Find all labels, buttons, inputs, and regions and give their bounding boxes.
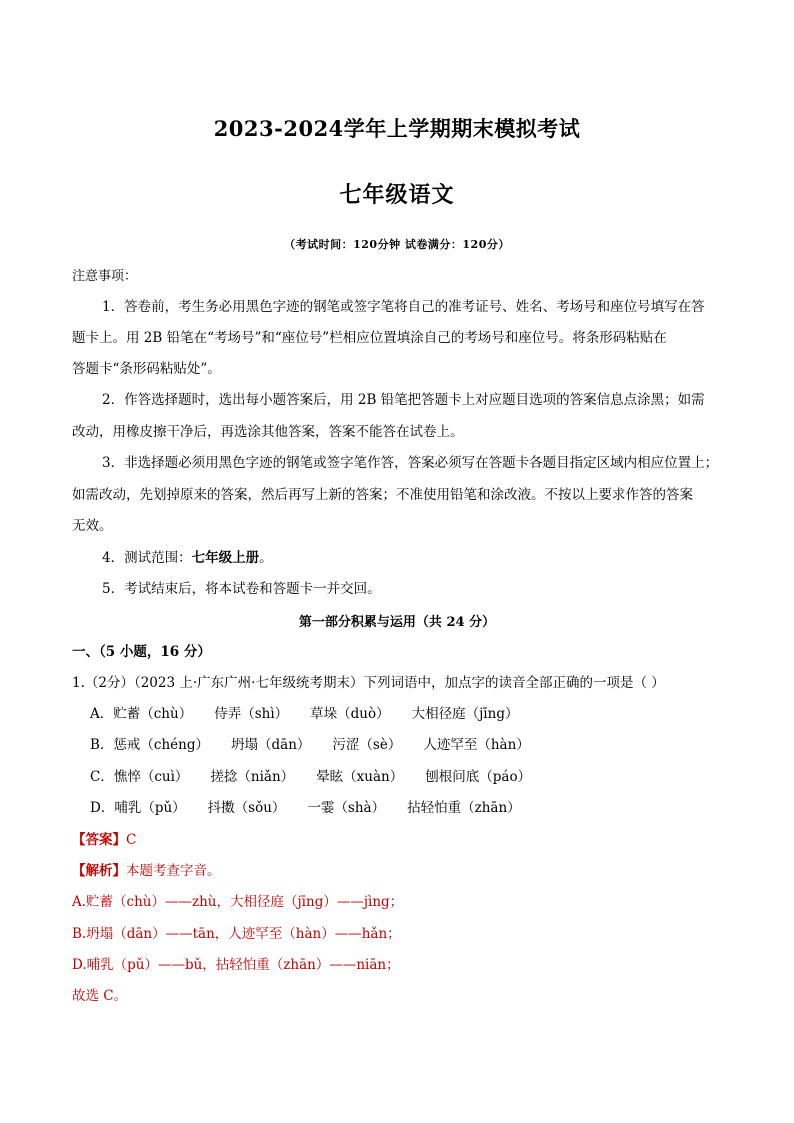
- time-info: （考试时间：120分钟 试卷满分：120分）: [284, 238, 510, 251]
- option-label: A．: [90, 706, 114, 722]
- note-3-line-2: 如需改动，先划掉原来的答案，然后再写上新的答案；不准使用铅笔和涂改液。不按以上要求作答的答案: [72, 487, 693, 503]
- notes-heading: 注意事项：: [72, 269, 138, 284]
- analysis-conclusion: 故选 C。: [72, 988, 128, 1004]
- option-label: B．: [90, 737, 114, 753]
- option-item: 一霎（shà）: [307, 800, 386, 816]
- section-title: 一、（5 小题，16 分）: [72, 644, 211, 660]
- subject-title: 七年级语文: [339, 182, 455, 208]
- note-1-line-1: 1．答卷前，考生务必用黑色字迹的钢笔或签字笔将自己的准考证号、姓名、考场号和座位号填写在答: [102, 299, 705, 315]
- note-2-line-1: 2．作答选择题时，选出每小题答案后，用 2B 铅笔把答题卡上对应题目选项的答案信息点涂黑；如需: [102, 392, 705, 408]
- option-item: 抖擞（sǒu）: [207, 800, 286, 816]
- option-item: 拈轻怕重（zhān）: [407, 800, 521, 816]
- option-item: 侍弄（shì）: [214, 706, 289, 722]
- note-4-prefix: 4．测试范围：: [102, 550, 192, 566]
- test-scope: 七年级上册: [191, 550, 260, 566]
- option-item: 晕眩（xuàn）: [316, 769, 404, 785]
- option-label: C．: [90, 769, 114, 785]
- question-1-stem: 1.（2分）（2023 上·广东广州·七年级统考期末）下列词语中，加点字的读音全部正确的一项是（ ）: [72, 675, 665, 691]
- analysis-tag: 【解析】: [72, 863, 126, 879]
- analysis: [72, 862, 221, 880]
- note-4: [102, 549, 273, 567]
- option-item: 哺乳（pǔ）: [114, 800, 186, 816]
- answer-tag: 【答案】: [72, 832, 126, 848]
- part-title: 第一部分积累与运用（共 24 分）: [298, 615, 496, 630]
- analysis-line-b: B.坍塌（dān）——tān，人迹罕至（hàn）——hǎn；: [72, 926, 401, 942]
- option-item: 人迹罕至（hàn）: [423, 737, 530, 753]
- note-2-line-2: 改动，用橡皮擦干净后，再选涂其他答案，答案不能答在试卷上。: [72, 424, 464, 440]
- option-item: 贮蓄（chù）: [113, 706, 193, 722]
- analysis-line-d: D.哺乳（pǔ）——bǔ，拈轻怕重（zhān）——niān；: [72, 957, 400, 973]
- option-a: [90, 705, 518, 723]
- option-item: 坍塌（dān）: [231, 737, 311, 753]
- option-item: 污涩（sè）: [332, 737, 402, 753]
- exam-title: 2023-2024学年上学期期末模拟考试: [213, 116, 581, 141]
- note-3-line-3: 无效。: [72, 518, 113, 534]
- option-item: 惩戒（chéng）: [113, 737, 210, 753]
- note-3-line-1: 3．非选择题必须用黑色字迹的钢笔或签字笔作答，答案必须写在答题卡各题目指定区域内相应位置上；: [102, 455, 719, 471]
- option-d: [90, 799, 521, 817]
- option-item: 草垛（duò）: [310, 706, 390, 722]
- answer: [72, 831, 136, 849]
- option-b: [90, 736, 530, 754]
- analysis-line-a: A.贮蓄（chù）——zhù，大相径庭（jīng）——jìng；: [72, 894, 404, 910]
- note-1-line-2: 题卡上。用 2B 铅笔在“考场号”和“座位号”栏相应位置填涂自己的考场号和座位号。将条形码粘贴在: [72, 330, 667, 346]
- option-item: 大相径庭（jīng）: [411, 706, 519, 722]
- option-item: 刨根问底（páo）: [425, 769, 532, 785]
- analysis-intro: 本题考查字音。: [126, 863, 221, 879]
- option-item: 搓捻（niǎn）: [210, 769, 295, 785]
- note-1-line-3: 答题卡“条形码粘贴处”。: [72, 361, 221, 377]
- option-item: 憔悴（cuì）: [113, 769, 189, 785]
- option-c: [90, 768, 531, 786]
- note-4-suffix: 。: [259, 550, 273, 566]
- note-5: 5．考试结束后，将本试卷和答题卡一并交回。: [102, 581, 381, 597]
- option-label: D．: [90, 800, 115, 816]
- answer-value: C: [126, 832, 137, 848]
